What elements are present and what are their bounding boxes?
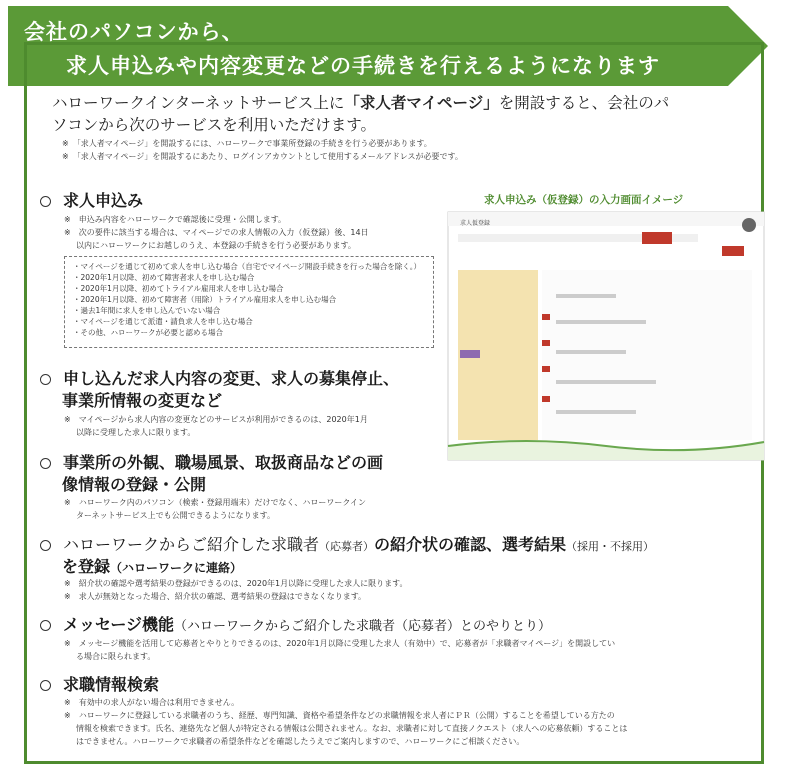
section6-note-4: はできません。ハローワークで求職者の希望条件などを確認したうえでご案内しますので、ハローワークにご相談ください。: [76, 737, 525, 746]
section3-note-2: ターネットサービス上でも公開できるようになります。: [76, 511, 275, 520]
section4-note-1: ※ 紹介状の確認や選考結果の登録ができるのは、2020年1月以降に受理した求人に限ります。: [64, 579, 408, 588]
section-heading-message: メッセージ機能（ハローワークからご紹介した求職者（応募者）とのやりとり）: [40, 614, 551, 638]
circle-bullet-icon: [40, 540, 51, 551]
section3-note-1: ※ ハローワーク内のパソコン（検索・登録用端末）だけでなく、ハローワークイン: [64, 498, 366, 507]
section6-note-2: ※ ハローワークに登録している求職者のうち、経歴、専門知識、資格や希望条件などの求職情報を求人者にＰＲ（公開）することを希望している方たの: [64, 711, 615, 720]
section1-note-1: ※ 申込み内容をハローワークで確認後に受理・公開します。: [64, 215, 287, 224]
requirement-item: ・その他、ハローワークが必要と認める場合: [73, 328, 223, 337]
requirement-item: ・2020年1月以降、初めて障害者（用除）トライアル雇用求人を申し込む場合: [73, 295, 337, 304]
section2-note-1: ※ マイページから求人内容の変更などのサービスが利用ができるのは、2020年1月: [64, 415, 368, 424]
section6-note-1: ※ 有効中の求人がない場合は利用できません。: [64, 698, 240, 707]
requirement-item: ・マイページを通じて初めて求人を申し込む場合（自宅でマイページ開設手続きを行った場合を除く。）: [73, 262, 421, 271]
section-heading-image-info: 事業所の外観、職場風景、取扱商品などの画: [40, 452, 383, 474]
intro-note-1: ※ 「求人者マイページ」を開設するには、ハローワークで事業所登録の手続きを行う必要があります。: [62, 139, 432, 148]
circle-bullet-icon: [40, 680, 51, 691]
input-screen-image: [446, 210, 766, 465]
section5-note-1: ※ メッセージ機能を活用して応募者とやりとりできるのは、2020年1月以降に受理した求人（有効中）で、応募者が「求職者マイページ」を開設してい: [64, 639, 616, 648]
screenshot-page-title: 求人仮登録: [460, 220, 491, 227]
requirements-box: [64, 256, 434, 348]
section3-heading-line2: 像情報の登録・公開: [62, 475, 207, 494]
circle-bullet-icon: [40, 458, 51, 469]
section2-heading-line2: 事業所情報の変更など: [62, 391, 223, 410]
circle-bullet-icon: [40, 196, 51, 207]
requirement-item: ・2020年1月以降、初めて障害者求人を申し込む場合: [73, 273, 255, 282]
section4-note-2: ※ 求人が無効となった場合、紹介状の確認、選考結果の登録はできなくなります。: [64, 592, 367, 601]
section-heading-job-seeker-search: 求職情報検索: [40, 674, 159, 696]
requirement-item: ・マイページを通じて派遣・請負求人を申し込む場合: [73, 317, 253, 326]
section-heading-referral: ハローワークからご紹介した求職者（応募者）の紹介状の確認、選考結果（採用・不採用）: [40, 534, 654, 558]
circle-bullet-icon: [40, 620, 51, 631]
section2-note-2: 以降に受理した求人に限ります。: [76, 428, 196, 437]
circle-bullet-icon: [40, 374, 51, 385]
section6-note-3: 情報を検索できます。氏名、連絡先など個人が特定される情報は公開されません。なお、求職者に対して直接ノクエスト（求人への応募依頼）することは: [76, 724, 628, 733]
intro-highlight: 「求人者マイページ」: [344, 94, 499, 112]
section4-heading-line2: を登録（ハローワークに連絡）: [62, 557, 243, 576]
section5-note-2: る場合に限られます。: [76, 652, 156, 661]
banner-title-line1: 会社のパソコンから、: [24, 20, 244, 44]
intro-note-2: ※ 「求人者マイページ」を開設するにあたり、ログインアカウントとして使用するメールアドレスが必要です。: [62, 152, 463, 161]
requirement-item: ・過去1年間に求人を申し込んでいない場合: [73, 306, 221, 315]
intro-line2: ソコンから次のサービスを利用いただけます。: [52, 116, 376, 134]
banner-title-line2: 求人申込みや内容変更などの手続きを行えるようになります: [66, 54, 660, 78]
intro-pre: ハローワークインターネットサービス上に: [52, 94, 345, 112]
section-heading-change-content: 申し込んだ求人内容の変更、求人の募集停止、: [40, 368, 399, 390]
requirement-item: ・2020年1月以降、初めてトライアル雇用求人を申し込む場合: [73, 284, 284, 293]
section-heading-job-application: 求人申込み: [40, 190, 143, 212]
section1-note-3: 以内にハローワークにお越しのうえ、本登録の手続きを行う必要があります。: [76, 241, 356, 250]
screenshot-caption: 求人申込み（仮登録）の入力画面イメージ: [484, 194, 684, 206]
input-screen-illustration: [446, 210, 766, 465]
intro-post: を開設すると、会社のパ: [498, 94, 670, 112]
intro-text: [52, 92, 752, 136]
section1-note-2: ※ 次の要件に該当する場合は、マイページでの求人情報の入力（仮登録）後、14日: [64, 228, 369, 237]
